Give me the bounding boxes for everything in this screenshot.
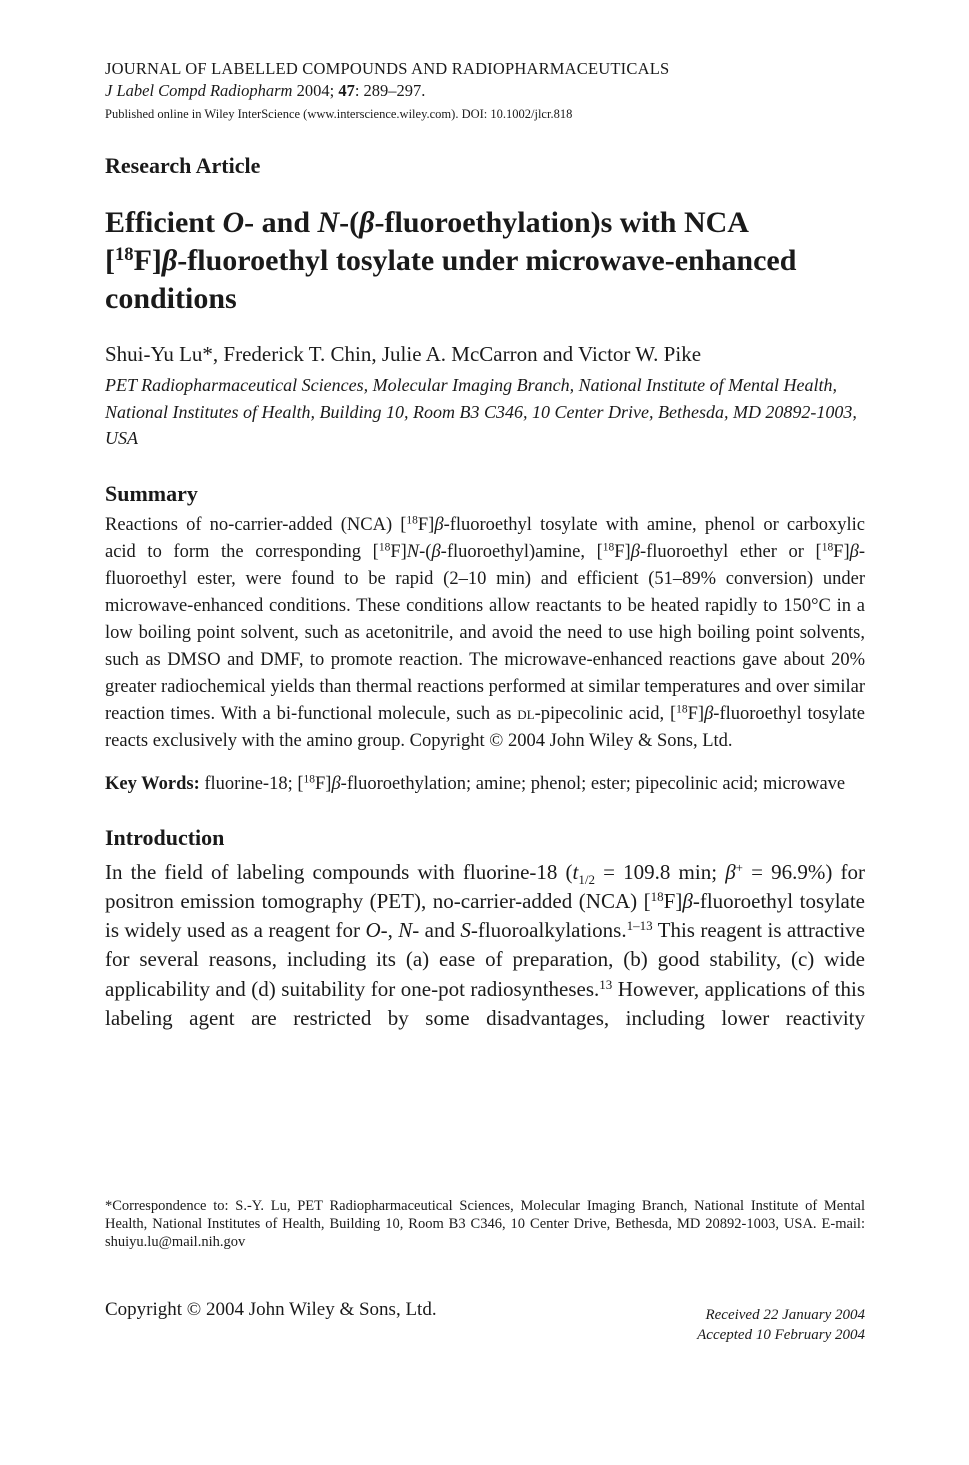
article-type: Research Article [105,153,261,178]
footer-copyright: Copyright © 2004 John Wiley & Sons, Ltd. [105,1299,437,1320]
citation-journal: J Label Compd Radiopharm [105,81,293,100]
author-list: Shui-Yu Lu*, Frederick T. Chin, Julie A. McCarron and Victor W. Pike [105,342,702,366]
citation-year: 2004; [296,81,335,100]
publication-info: Published online in Wiley InterScience (www.interscience.wiley.com). DOI: 10.1002/jlcr.818 [105,107,573,121]
citation-volume: 47 [338,81,355,100]
journal-name: JOURNAL OF LABELLED COMPOUNDS AND RADIOPHARMACEUTICALS [105,59,670,78]
summary-heading: Summary [105,480,198,506]
citation [105,80,865,102]
received-date: Received 22 January 2004 [705,1307,865,1323]
introduction-text: In the field of labeling compounds with fluorine-18 ($t_{1/2} = 109.8$ min; β+ = 96.9%) for positron emission tomography (PET), no-carrier-added (NCA) [$^{18}$F]β-fluoroethyl tosylate is widely used as a reagent for O-, N- and S-fluoroalkylations.$^{1-13}$ This reagent is attractive for several reasons, including its (a) ease of preparation, (b) good stability, (c) wide applicability and (d) suitability for one-pot radiosyntheses.$^{13}$ However, applications of this labeling agent are restricted by some disadvantages, including lower reactivity [105,859,866,1030]
keywords: Key Words: fluorine-18; [$^{18}$F]β-fluoroethylation; amine; phenol; ester; pipecolinic acid; microwave [105,773,846,794]
article-page [105,58,865,1033]
article-title: Efficient O- and N-(β-fluoroethylation)s with NCA [$^{18}$F]β-fluoroethyl tosylate under microwave-enhanced conditions [105,206,797,315]
affiliation: PET Radiopharmaceutical Sciences, Molecular Imaging Branch, National Institute of Mental Health, National Institutes of Health, Building 10, Room B3 C346, 10 Center Drive, Bethesda, MD 20892-1003, USA [105,375,857,448]
citation-pages: : 289–297. [354,81,426,100]
correspondence-footnote: *Correspondence to: S.-Y. Lu, PET Radiopharmaceutical Sciences, Molecular Imaging Branch, National Institute of Mental Health, National Institutes of Health, Building 10, Room B3 C346, 10 Center Drive, Bethesda, MD 20892-1003, USA. E-mail: shuiyu.lu@mail.nih.gov [105,1198,865,1250]
introduction-heading: Introduction [105,824,225,850]
abstract-text: Reactions of no-carrier-added (NCA) [$^{18}$F]β-fluoroethyl tosylate with amine, phenol or carboxylic acid to form the corresponding [$^{18}$F]N-(β-fluoroethyl)amine, [$^{18}$F]β-fluoroethyl ether or [$^{18}$F]β-fluoroethyl ester, were found to be rapid (2–10 min) and efficient (51–89% conversion) under microwave-enhanced conditions. These conditions allow reactants to be heated rapidly to 150°C in a low boiling point solvent, such as acetonitrile, and avoid the need to use high boiling point solvents, such as DMSO and DMF, to promote reaction. The microwave-enhanced reactions gave about 20% greater radiochemical yields than thermal reactions performed at similar temperatures and over similar reaction times. With a bi-functional molecule, such as dl-pipecolinic acid, [$^{18}$F]β-fluoroethyl tosylate reacts exclusively with the amino group. Copyright © 2004 John Wiley & Sons, Ltd. [105,514,866,751]
accepted-date: Accepted 10 February 2004 [697,1327,865,1343]
footer-dates [697,1305,865,1345]
